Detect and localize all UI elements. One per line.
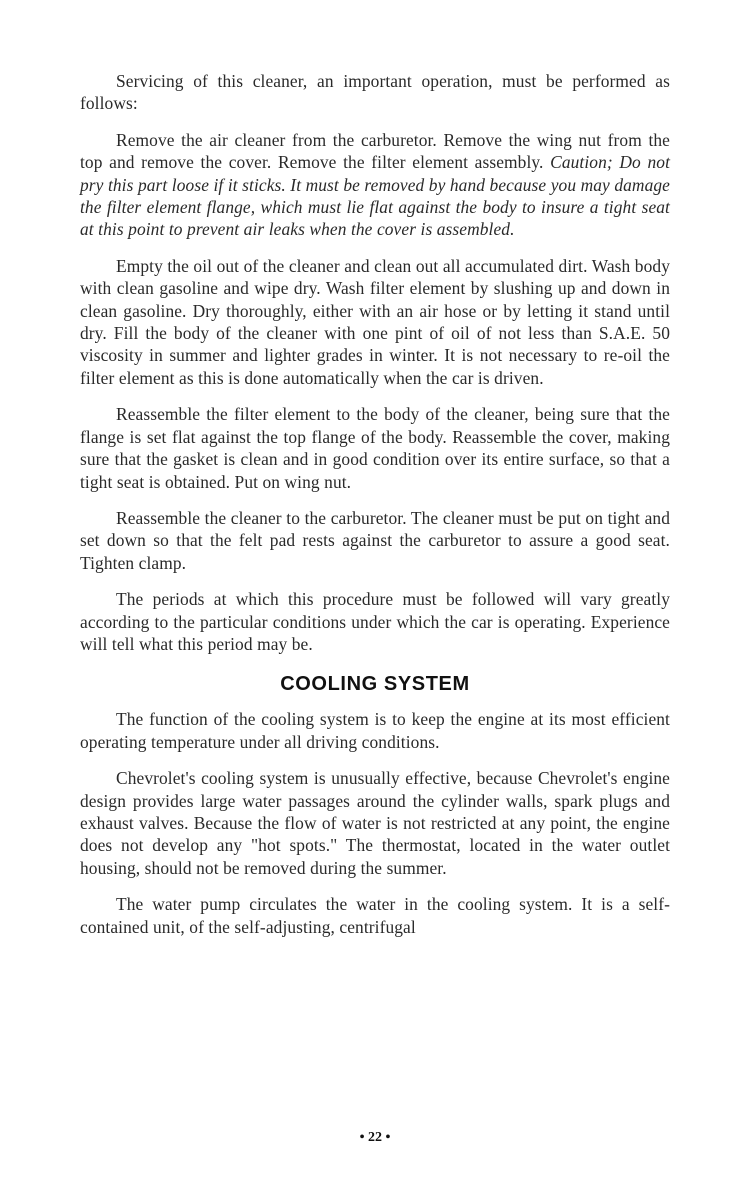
- paragraph-servicing-intro: [80, 70, 670, 115]
- paragraph-text: Remove the air cleaner from the carburetor. Remove the wing nut from the top and remove the cover. Remove the filter element assembly.: [80, 129, 670, 173]
- paragraph-water-pump: [80, 893, 670, 938]
- paragraph-cooling-effective: [80, 767, 670, 879]
- page-number: • 22 •: [359, 1130, 391, 1145]
- paragraph-reassemble-filter: [80, 403, 670, 493]
- document-page: [80, 70, 670, 952]
- paragraph-text: Servicing of this cleaner, an important operation, must be performed as follows:: [80, 71, 670, 114]
- section-heading-cooling-system: COOLING SYSTEM: [280, 673, 470, 696]
- paragraph-cooling-function: [80, 708, 670, 753]
- paragraph-service-periods: [80, 588, 670, 655]
- paragraph-text: Reassemble the filter element to the body of the cleaner, being sure that the flange is set flat against the top flange of the body. Reassemble the cover, making sure that the gasket is clean and in good condition over its entire surface, so that a tight seat is obtained. Put on wing nut.: [80, 404, 670, 492]
- paragraph-text: Reassemble the cleaner to the carburetor. The cleaner must be put on tight and set down so that the felt pad rests against the carburetor to assure a good seat. Tighten clamp.: [80, 507, 670, 573]
- paragraph-text: Empty the oil out of the cleaner and clean out all accumulated dirt. Wash body with clean gasoline and wipe dry. Wash filter element by slushing up and down in clean gasoline. Dry thoroughly, either with an air hose or by letting it stand until dry. Fill the body of the cleaner with one pint of oil of not less than S.A.E. 50 viscosity in summer and lighter grades in winter. It is not necessary to re-oil the filter element as this is done automatically when the car is driven.: [80, 255, 670, 388]
- paragraph-remove-cleaner: [80, 129, 670, 241]
- paragraph-text: The periods at which this procedure must be followed will vary greatly according to the particular conditions under which the car is operating. Experience will tell what this period may be.: [80, 589, 670, 654]
- paragraph-text: Chevrolet's cooling system is unusually effective, because Chevrolet's engine design provides large water passages around the cylinder walls, spark plugs and exhaust valves. Because the flow of water is not restricted at any point, the engine does not develop any "hot spots." The thermostat, located in the water outlet housing, should not be removed during the summer.: [80, 768, 670, 878]
- paragraph-text: The water pump circulates the water in the cooling system. It is a self-contained unit, of the self-adjusting, centrifugal: [80, 894, 670, 937]
- paragraph-reassemble-cleaner: [80, 507, 670, 574]
- paragraph-text: The function of the cooling system is to keep the engine at its most efficient operating temperature under all driving conditions.: [80, 709, 670, 752]
- caution-text: Caution; Do not pry this part loose if it sticks. It must be removed by hand because you may damage the filter element flange, which must lie flat against the body to insure a tight seat at this point to prevent air leaks when the cover is assembled.: [80, 152, 670, 240]
- paragraph-empty-oil: [80, 255, 670, 389]
